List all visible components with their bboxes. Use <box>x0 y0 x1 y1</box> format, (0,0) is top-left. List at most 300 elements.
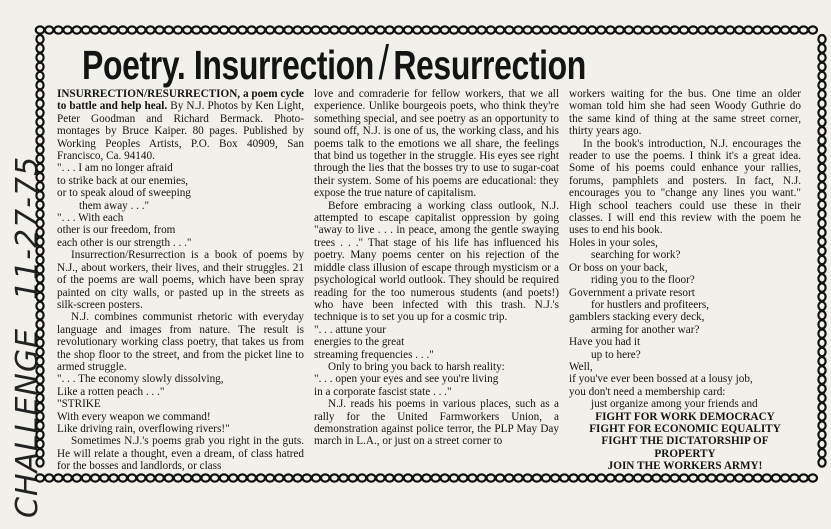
border-link <box>220 26 228 33</box>
border-link <box>818 329 825 337</box>
border-link <box>146 474 154 481</box>
border-link <box>615 26 623 33</box>
col2-paragraph: Only to bring you back to harsh reality: <box>328 360 505 373</box>
col1-paragraph: N.J. combines communist rhetoric with everyday language and images from nature. The result is revolutionary working class poetry, that takes us from the shop floor to the street, and from the picket line to armed struggle. <box>57 311 304 373</box>
border-link <box>744 474 752 481</box>
border-link <box>266 26 274 33</box>
headline-part1: Poetry. <box>82 42 186 88</box>
border-link <box>36 118 43 126</box>
border-link <box>146 26 154 33</box>
border-link <box>119 474 127 481</box>
border-link <box>36 403 43 411</box>
headline-slash: / <box>378 37 389 90</box>
border-link <box>63 26 71 33</box>
col1-paragraph: ". . . The economy slowly dissolving, <box>57 373 224 386</box>
border-link <box>689 26 697 33</box>
border-link <box>358 26 366 33</box>
border-link <box>201 474 209 481</box>
border-link <box>818 256 825 264</box>
col1-paragraph: to strike back at our enemies, <box>57 174 189 187</box>
border-link <box>36 173 43 181</box>
col2-paragraph: in a corporate fascist state . . ." <box>314 385 452 398</box>
border-link <box>220 474 228 481</box>
border-link <box>257 26 265 33</box>
border-link <box>36 274 43 282</box>
headline-part2: Insurrection <box>193 42 374 88</box>
border-link <box>818 394 825 402</box>
border-link <box>505 474 513 481</box>
border-link <box>533 474 541 481</box>
col1-paragraph: or to speak aloud of sweeping <box>57 187 191 200</box>
border-link <box>818 440 825 448</box>
border-link <box>597 474 605 481</box>
border-link <box>818 228 825 236</box>
border-link <box>36 366 43 374</box>
border-link <box>615 474 623 481</box>
border-link <box>818 274 825 282</box>
border-link <box>321 474 329 481</box>
handwritten-source-text: CHALLENGE <box>10 327 45 518</box>
border-link <box>36 127 43 135</box>
col1-paragraph: With every weapon we command! <box>57 410 211 423</box>
col3-paragraph: PROPERTY <box>654 447 716 460</box>
border-link <box>772 474 780 481</box>
border-link <box>395 26 403 33</box>
border-link <box>330 474 338 481</box>
border-link <box>680 26 688 33</box>
border-link <box>441 474 449 481</box>
border-link <box>422 474 430 481</box>
border-link <box>763 474 771 481</box>
border-link <box>137 474 145 481</box>
border-link <box>818 403 825 411</box>
border-link <box>376 26 384 33</box>
border-link <box>36 90 43 98</box>
border-link <box>100 26 108 33</box>
border-link <box>36 72 43 80</box>
border-link <box>321 26 329 33</box>
border-link <box>229 26 237 33</box>
border-link <box>395 474 403 481</box>
border-link <box>36 311 43 319</box>
border-link <box>100 474 108 481</box>
border-link <box>303 474 311 481</box>
border-link <box>174 26 182 33</box>
border-link <box>818 44 825 52</box>
col2-paragraph: streaming frequencies . . ." <box>314 348 434 361</box>
border-link <box>91 26 99 33</box>
border-link <box>339 474 347 481</box>
border-link <box>542 474 550 481</box>
border-link <box>661 474 669 481</box>
col3-paragraph: if you've ever been bossed at a lousy job, <box>569 373 753 386</box>
border-link <box>818 385 825 393</box>
border-link <box>293 474 301 481</box>
col3-paragraph: FIGHT FOR ECONOMIC EQUALITY <box>589 422 781 435</box>
col3-paragraph: FIGHT THE DICTATORSHIP OF <box>601 435 769 448</box>
col2-paragraph: Before embracing a working class outlook, N.J. attempted to escape capitalist oppression by going "away to live . . . in peace, among the gentle swaying trees . . ." That stage of his life has influenced his poetry. Many poems center on his rejection of the middle class illusion of escape through mysticism or a psychological world outlook. They should be required reading for the too numerous students (and poets!) who have been infected with this trash. N.J.'s technique is to set you up for a cosmic trip. <box>314 199 559 324</box>
border-link <box>698 474 706 481</box>
col3-paragraph: Government a private resort <box>569 286 695 299</box>
border-link <box>36 421 43 429</box>
border-link <box>36 155 43 163</box>
col3-paragraph: workers waiting for the bus. One time an older woman told him she had seen Woody Guthrie do the same kind of thing at the same street corner, thirty years ago. <box>569 88 801 138</box>
border-link <box>183 474 191 481</box>
border-link <box>818 81 825 89</box>
border-link <box>211 26 219 33</box>
border-link <box>818 191 825 199</box>
border-link <box>238 474 246 481</box>
border-link <box>818 421 825 429</box>
border-link <box>818 53 825 61</box>
border-link <box>818 90 825 98</box>
border-link <box>36 219 43 227</box>
border-link <box>818 35 825 43</box>
border-link <box>247 474 255 481</box>
border-link <box>781 474 789 481</box>
border-link <box>579 26 587 33</box>
col3-paragraph: you don't need a membership card: <box>569 385 726 398</box>
border-link <box>422 26 430 33</box>
border-link <box>413 474 421 481</box>
border-link <box>818 449 825 457</box>
border-link <box>606 26 614 33</box>
border-link <box>36 440 43 448</box>
border-link <box>569 26 577 33</box>
col3-paragraph: In the book's introduction, N.J. encourages the reader to use the poems. I think it's a great idea. Some of his poems could enhance your rallies, forums, pamphlets and posters. In fact, N.J. encourages you to "change any lines you want." High school teachers could use these in their classes. I will end this review with the poem he uses to end his book. <box>569 137 801 237</box>
border-link <box>349 26 357 33</box>
border-link <box>818 293 825 301</box>
border-link <box>293 26 301 33</box>
col1-paragraph: Like driving rain, overflowing rivers!" <box>57 422 230 435</box>
col2-paragraph: N.J. reads his poems in various places, such as a rally for the United Farmworkers Union, a demonstration against police terror, the PLP May Day march in L.A., or just on a street corner to <box>314 398 559 448</box>
col3-paragraph: Holes in your soles, <box>569 236 658 249</box>
border-link <box>385 474 393 481</box>
border-link <box>367 474 375 481</box>
border-link <box>36 348 43 356</box>
border-link <box>818 72 825 80</box>
border-link <box>459 26 467 33</box>
col1-paragraph: them away . . ." <box>79 199 150 212</box>
border-link <box>450 26 458 33</box>
border-link <box>579 474 587 481</box>
col3-paragraph: arming for another war? <box>591 323 700 336</box>
col3-paragraph: just organize among your friends and <box>591 398 758 411</box>
border-link <box>303 26 311 33</box>
border-link <box>238 26 246 33</box>
col3-paragraph: Or boss on your back, <box>569 261 668 274</box>
border-link <box>201 26 209 33</box>
border-link <box>588 474 596 481</box>
border-link <box>330 26 338 33</box>
border-link <box>174 474 182 481</box>
border-link <box>404 474 412 481</box>
border-link <box>36 474 44 481</box>
border-link <box>36 394 43 402</box>
border-link <box>707 474 715 481</box>
border-link <box>468 474 476 481</box>
border-link <box>588 26 596 33</box>
border-link <box>818 412 825 420</box>
border-link <box>36 293 43 301</box>
border-link <box>790 474 798 481</box>
border-link <box>36 412 43 420</box>
col1-paragraph: Insurrection/Resurrection is a book of poems by N.J., about workers, their lives, and their struggles. 21 of the poems are wall poems, which have been spray painted on city walls, or pasted up in the streets as silk-screen posters. <box>57 249 304 311</box>
border-link <box>523 474 531 481</box>
handwritten-date-text: 11-27-75 <box>10 155 45 300</box>
border-link <box>54 26 62 33</box>
border-link <box>155 474 163 481</box>
col2-paragraph: ". . . attune your <box>314 323 386 336</box>
border-link <box>36 63 43 71</box>
border-link <box>36 385 43 393</box>
border-link <box>257 474 265 481</box>
border-link <box>707 26 715 33</box>
border-link <box>36 283 43 291</box>
border-link <box>818 237 825 245</box>
border-link <box>487 474 495 481</box>
border-link <box>818 136 825 144</box>
border-link <box>671 474 679 481</box>
border-link <box>818 210 825 218</box>
border-link <box>569 474 577 481</box>
border-link <box>385 26 393 33</box>
col1-paragraph: other is our freedom, from <box>57 224 176 237</box>
border-link <box>818 164 825 172</box>
article-column-1 <box>57 88 304 473</box>
border-link <box>514 474 522 481</box>
border-link <box>551 474 559 481</box>
border-link <box>634 474 642 481</box>
border-link <box>818 99 825 107</box>
border-link <box>818 109 825 117</box>
border-link <box>818 320 825 328</box>
border-link <box>643 26 651 33</box>
border-link <box>753 474 761 481</box>
border-link <box>717 474 725 481</box>
border-link <box>349 474 357 481</box>
border-link <box>284 474 292 481</box>
border-link <box>312 26 320 33</box>
border-link <box>698 26 706 33</box>
col3-paragraph: for hustlers and profiteers, <box>591 298 710 311</box>
border-link <box>634 26 642 33</box>
border-link <box>735 26 743 33</box>
border-link <box>625 26 633 33</box>
headline-part3: Resurrection <box>393 42 586 88</box>
border-link <box>36 201 43 209</box>
border-link <box>441 26 449 33</box>
border-link <box>36 26 44 33</box>
border-link <box>689 474 697 481</box>
border-link <box>36 210 43 218</box>
border-link <box>183 26 191 33</box>
border-link <box>36 35 43 43</box>
border-link <box>496 474 504 481</box>
border-link <box>247 26 255 33</box>
border-link <box>45 26 53 33</box>
article-column-2 <box>314 88 559 448</box>
col3-paragraph: Have you had it <box>569 336 641 349</box>
border-link <box>643 474 651 481</box>
col1-paragraph: Like a rotten peach . . ." <box>57 385 165 398</box>
border-link <box>73 474 81 481</box>
border-link <box>799 26 807 33</box>
border-link <box>36 375 43 383</box>
col3-paragraph: up to here? <box>591 348 641 361</box>
col2-paragraph: ". . . open your eyes and see you're living <box>314 373 499 386</box>
border-link <box>818 265 825 273</box>
border-link <box>165 26 173 33</box>
border-link <box>54 474 62 481</box>
border-link <box>459 474 467 481</box>
border-link <box>36 81 43 89</box>
article-column-3 <box>569 88 801 473</box>
col3-paragraph: FIGHT FOR WORK DEMOCRACY <box>595 410 775 423</box>
border-link <box>367 26 375 33</box>
border-link <box>818 283 825 291</box>
border-link <box>560 26 568 33</box>
border-link <box>36 191 43 199</box>
col1-paragraph: each other is our strength . . ." <box>57 236 192 249</box>
border-link <box>781 26 789 33</box>
border-link <box>36 164 43 172</box>
border-link <box>818 302 825 310</box>
col2-paragraph: energies to the great <box>314 336 405 349</box>
border-link <box>717 26 725 33</box>
border-link <box>413 26 421 33</box>
border-link <box>477 26 485 33</box>
border-link <box>45 474 53 481</box>
border-link <box>542 26 550 33</box>
border-link <box>809 26 817 33</box>
border-link <box>551 26 559 33</box>
border-link <box>431 474 439 481</box>
border-link <box>772 26 780 33</box>
border-link <box>137 26 145 33</box>
border-link <box>763 26 771 33</box>
border-link <box>505 26 513 33</box>
col3-paragraph: Well, <box>569 360 593 373</box>
col1-paragraph: ". . . I am no longer afraid <box>57 162 173 175</box>
border-link <box>680 474 688 481</box>
border-link <box>211 474 219 481</box>
border-link <box>36 339 43 347</box>
col3-paragraph: JOIN THE WORKERS ARMY! <box>607 460 763 473</box>
border-link <box>818 145 825 153</box>
border-link <box>82 26 90 33</box>
border-link <box>597 26 605 33</box>
border-link <box>818 375 825 383</box>
col3-paragraph: searching for work? <box>591 249 681 262</box>
border-link <box>109 26 117 33</box>
col1-paragraph: "STRIKE <box>57 398 101 411</box>
border-link <box>91 474 99 481</box>
border-link <box>119 26 127 33</box>
border-link <box>36 320 43 328</box>
border-link <box>376 474 384 481</box>
border-link <box>818 357 825 365</box>
border-link <box>818 339 825 347</box>
border-link <box>128 474 136 481</box>
border-link <box>818 247 825 255</box>
border-link <box>735 474 743 481</box>
border-link <box>36 357 43 365</box>
border-link <box>606 474 614 481</box>
border-link <box>266 474 274 481</box>
border-link <box>36 265 43 273</box>
border-link <box>36 256 43 264</box>
border-link <box>818 173 825 181</box>
border-link <box>36 228 43 236</box>
border-link <box>128 26 136 33</box>
border-link <box>818 182 825 190</box>
border-link <box>652 26 660 33</box>
border-link <box>312 474 320 481</box>
border-link <box>533 26 541 33</box>
col1-paragraph: Sometimes N.J.'s poems grab you right in the guts. He will relate a thought, even a dream, of class hatred for the bosses and landlords, or class <box>57 435 304 473</box>
article-headline <box>82 36 644 88</box>
border-link <box>818 201 825 209</box>
border-link <box>82 474 90 481</box>
border-link <box>818 311 825 319</box>
col1-paragraph: INSURRECTION/RESURRECTION, a poem cycle to battle and help heal. By N.J. Photos by Ken Light, Peter Goodman and Richard Bermack. Photo-montages by Bruce Kaiper. 80 pages. Published by Working Peoples Artists, P.O. Box 40909, San Francisco, Ca. 94140. <box>57 88 304 163</box>
border-link <box>818 118 825 126</box>
border-link <box>726 474 734 481</box>
border-link <box>36 136 43 144</box>
border-link <box>36 109 43 117</box>
border-link <box>809 474 817 481</box>
border-link <box>36 145 43 153</box>
border-link <box>155 26 163 33</box>
border-link <box>818 458 825 466</box>
border-link <box>818 431 825 439</box>
border-link <box>625 474 633 481</box>
border-link <box>799 474 807 481</box>
border-link <box>818 219 825 227</box>
border-link <box>671 26 679 33</box>
border-link <box>36 182 43 190</box>
border-link <box>36 458 43 466</box>
border-link <box>358 474 366 481</box>
border-link <box>275 26 283 33</box>
border-link <box>818 127 825 135</box>
border-link <box>652 474 660 481</box>
border-link <box>818 348 825 356</box>
border-link <box>514 26 522 33</box>
border-link <box>404 26 412 33</box>
border-link <box>36 44 43 52</box>
border-link <box>192 474 200 481</box>
border-link <box>818 155 825 163</box>
border-link <box>753 26 761 33</box>
border-link <box>818 366 825 374</box>
border-link <box>63 474 71 481</box>
border-link <box>36 302 43 310</box>
col3-paragraph: riding you to the floor? <box>591 274 695 287</box>
border-link <box>661 26 669 33</box>
border-link <box>450 474 458 481</box>
border-link <box>229 474 237 481</box>
border-link <box>36 449 43 457</box>
border-link <box>790 26 798 33</box>
border-link <box>165 474 173 481</box>
border-link <box>523 26 531 33</box>
border-link <box>339 26 347 33</box>
border-link <box>73 26 81 33</box>
border-link <box>477 474 485 481</box>
border-link <box>744 26 752 33</box>
